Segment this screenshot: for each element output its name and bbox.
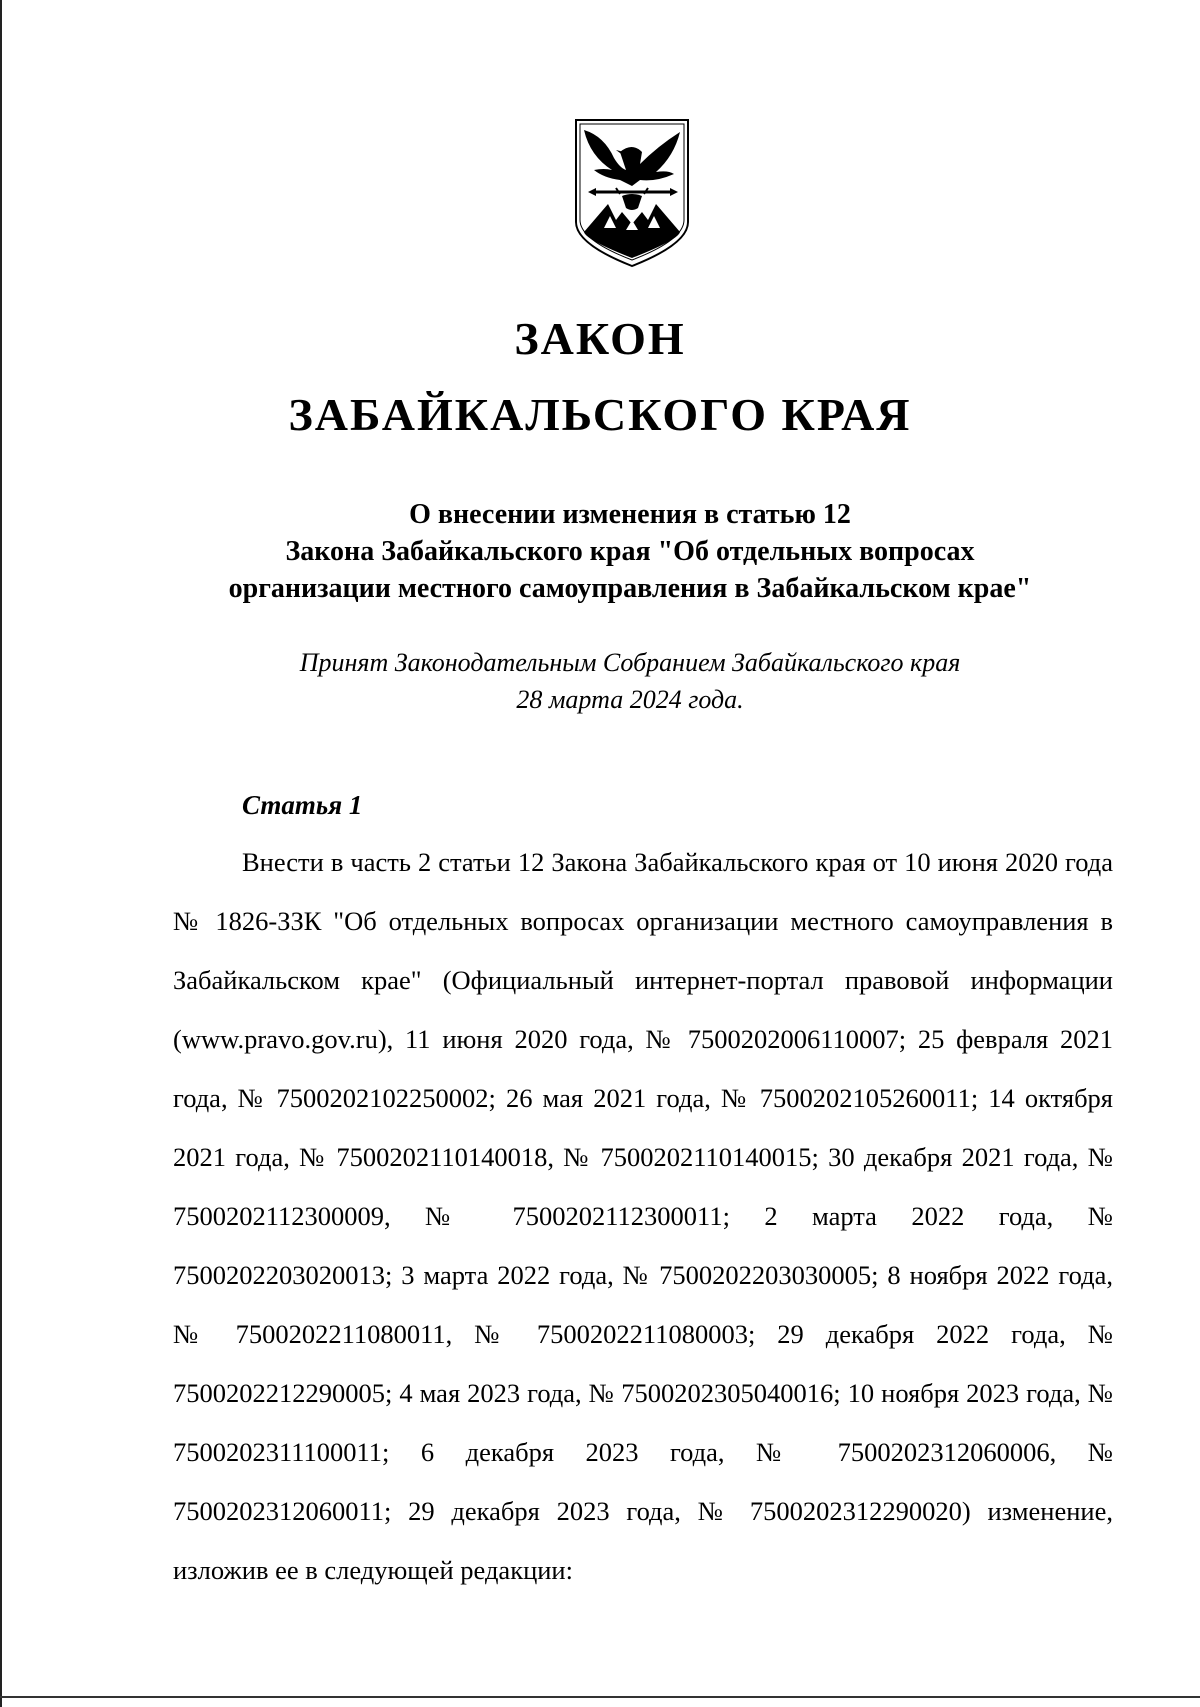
subject-line1: О внесении изменения в статью 12 xyxy=(409,499,851,530)
scan-left-border xyxy=(0,0,2,1707)
coat-of-arms-emblem xyxy=(570,116,694,268)
scan-bottom-border xyxy=(0,1696,1200,1698)
article-1-text: Внести в часть 2 статьи 12 Закона Забайкальского края от 10 июня 2020 года № 1826-ЗЗК "Об отдельных вопросах организации местного самоуправления в Забайкальском крае" (Официальный интернет-портал правовой информации (www.pravo.gov.ru), 11 июня 2020 года, № 7500202006110007; 25 февраля 2021 года, № 7500202102250002; 26 мая 2021 года, № 7500202105260011; 14 октября 2021 года, № 7500202110140018, № 7500202110140015; 30 декабря 2021 года, № 7500202112300009, № 7500202112300011; 2 марта 2022 года, № 7500202203020013; 3 марта 2022 года, № 7500202203030005; 8 ноября 2022 года, № 7500202211080011, № 7500202211080003; 29 декабря 2022 года, № 7500202212290005; 4 мая 2023 года, № 7500202305040016; 10 ноября 2023 года, № 7500202311100011; 6 декабря 2023 года, № 7500202312060006, № 7500202312060011; 29 декабря 2023 года, № 7500202312290020) изменение, изложив ее в следующей редакции: xyxy=(173,847,1113,1585)
adoption-note xyxy=(160,644,1100,718)
law-subject xyxy=(160,496,1100,607)
subject-line3: организации местного самоуправления в Забайкальском крае" xyxy=(228,573,1032,604)
adoption-date: 28 марта 2024 года. xyxy=(516,685,744,714)
law-title-line2: ЗАБАЙКАЛЬСКОГО КРАЯ xyxy=(288,389,912,440)
law-title-line1: ЗАКОН xyxy=(514,313,686,364)
subject-line2: Закона Забайкальского края "Об отдельных вопросах xyxy=(285,536,975,567)
adoption-line1: Принят Законодательным Собранием Забайкальского края xyxy=(299,648,961,677)
article-1-heading: Статья 1 xyxy=(242,790,363,820)
